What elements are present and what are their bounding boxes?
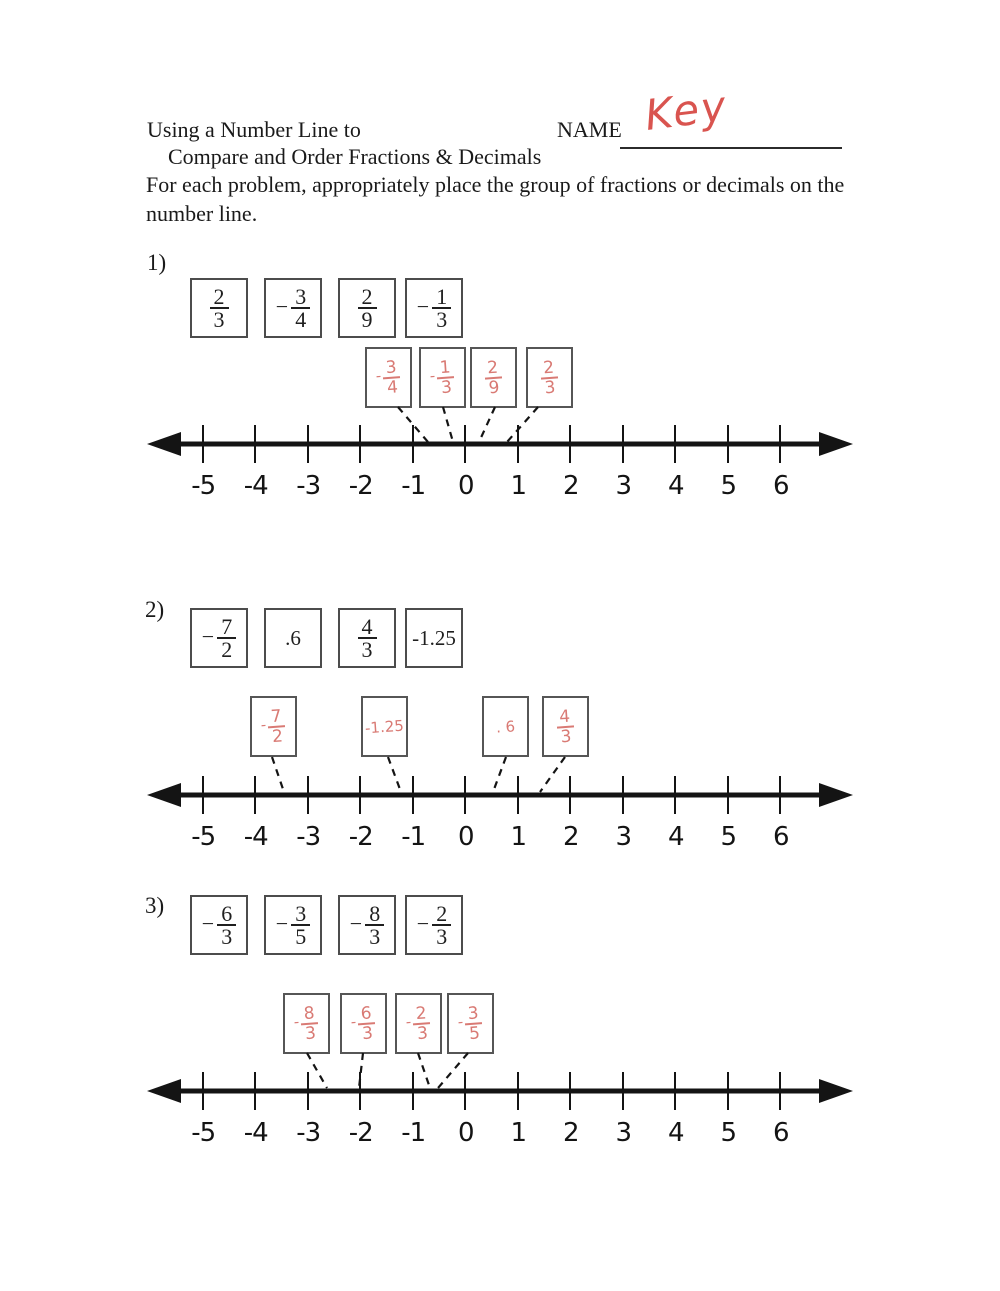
- fraction-numerator: 1: [432, 287, 451, 309]
- right-arrow-icon: [819, 783, 853, 807]
- p2-answer-box-3: [482, 696, 529, 757]
- fraction-denominator: 3: [304, 1022, 317, 1044]
- tick-label: 1: [510, 1118, 527, 1148]
- fraction: [291, 284, 310, 332]
- fraction-numerator: 6: [358, 1005, 376, 1025]
- instructions-text: For each problem, appropriately place the group of fractions or decimals on the number line.: [146, 172, 845, 226]
- tick-label: -4: [243, 471, 268, 501]
- handwritten-fraction: [375, 356, 402, 398]
- numberline-3: [147, 1072, 853, 1110]
- p3-fraction-tile-1: [190, 895, 248, 955]
- fraction-numerator: 3: [383, 359, 401, 379]
- p1-connector-4: [507, 407, 538, 442]
- p1-connector-1: [398, 407, 428, 442]
- tick-label: -1: [401, 822, 426, 852]
- p2-answer-box-4: [542, 696, 589, 757]
- tick-label: 1: [510, 822, 527, 852]
- tick-label: 0: [457, 1118, 474, 1148]
- tick-marks: [203, 1072, 780, 1110]
- handwritten-decimal: -1.25: [364, 716, 405, 737]
- numberline-1-labels: [177, 471, 807, 501]
- p3-answer-box-3: [395, 993, 442, 1054]
- fraction-denominator: 3: [560, 726, 573, 747]
- p3-answer-box-1: [283, 993, 330, 1054]
- tick-label: 0: [457, 471, 474, 501]
- tick-label: -2: [348, 471, 373, 501]
- fraction-sign: -: [375, 365, 383, 385]
- tick-label: 6: [772, 471, 789, 501]
- fraction-numerator: 4: [556, 708, 574, 728]
- p3-fraction-tile-3: [338, 895, 396, 955]
- fraction-numerator: 3: [465, 1005, 483, 1025]
- handwritten-name: Key: [642, 81, 731, 140]
- p2-fraction-tile-3: [338, 608, 396, 668]
- fraction-numerator: 2: [540, 359, 558, 379]
- fraction-sign: -: [293, 1011, 301, 1031]
- left-arrow-icon: [147, 783, 181, 807]
- p2-fraction-tile-1: [190, 608, 248, 668]
- p1-fraction-tile-2: [264, 278, 322, 338]
- problem-1-label: 1): [147, 250, 167, 275]
- tick-label: 3: [615, 822, 632, 852]
- fraction-numerator: 3: [291, 904, 310, 926]
- fraction-numerator: 8: [365, 904, 384, 926]
- fraction-sign: -: [405, 1011, 413, 1031]
- fraction-denominator: 2: [221, 637, 233, 662]
- tick-label: 4: [667, 1118, 684, 1148]
- p1-answer-box-1: [365, 347, 412, 408]
- p3-connector-1: [307, 1053, 327, 1088]
- worksheet-title-line2: Compare and Order Fractions & Decimals: [168, 144, 542, 169]
- fraction-denominator: 3: [221, 924, 233, 949]
- fraction-denominator: 3: [544, 377, 557, 398]
- tick-label: -2: [348, 822, 373, 852]
- p3-answer-box-4: [447, 993, 494, 1054]
- fraction: [210, 284, 229, 332]
- fraction-sign: −: [416, 294, 430, 319]
- p2-decimal-tile-4: [405, 608, 463, 668]
- numberline-1: [147, 425, 853, 463]
- numberline-2-labels: [177, 822, 807, 852]
- fraction-sign: -: [457, 1011, 465, 1031]
- fraction-denominator: 3: [361, 637, 373, 662]
- tick-label: -2: [348, 1118, 373, 1148]
- fraction-denominator: 5: [468, 1022, 481, 1044]
- name-underline: [620, 147, 842, 149]
- tick-label: -3: [296, 822, 321, 852]
- fraction-denominator: 3: [436, 924, 448, 949]
- decimal-value: .6: [285, 625, 301, 650]
- p1-fraction-tile-4: [405, 278, 463, 338]
- fraction: [365, 901, 384, 949]
- tick-label: 4: [667, 822, 684, 852]
- tick-label: 5: [720, 471, 737, 501]
- tick-label: -5: [191, 822, 216, 852]
- tick-label: -1: [401, 471, 426, 501]
- fraction-denominator: 9: [361, 307, 373, 332]
- fraction-numerator: 4: [358, 617, 377, 639]
- fraction-sign: -: [350, 1011, 358, 1031]
- numberline-2: [147, 776, 853, 814]
- p1-connector-2: [443, 407, 453, 442]
- handwritten-fraction: [556, 708, 575, 745]
- left-arrow-icon: [147, 1079, 181, 1103]
- left-arrow-icon: [147, 432, 181, 456]
- fraction-sign: −: [201, 911, 215, 936]
- fraction-sign: −: [416, 911, 430, 936]
- fraction: [291, 901, 310, 949]
- p1-answer-box-4: [526, 347, 573, 408]
- p3-connector-4: [438, 1053, 468, 1088]
- name-label: NAME: [557, 117, 622, 142]
- fraction: [217, 901, 236, 949]
- p3-connector-2: [359, 1053, 363, 1088]
- p1-fraction-tile-3: [338, 278, 396, 338]
- tick-label: -5: [191, 471, 216, 501]
- tick-label: -1: [401, 1118, 426, 1148]
- p2-connector-2: [388, 757, 401, 792]
- fraction-numerator: 3: [291, 287, 310, 309]
- fraction-sign: -: [260, 714, 268, 734]
- fraction-sign: -: [429, 365, 437, 385]
- p2-connector-3: [493, 757, 506, 792]
- fraction-numerator: 2: [210, 287, 229, 309]
- fraction-numerator: 6: [217, 904, 236, 926]
- fraction: [358, 614, 377, 662]
- tick-label: 2: [562, 471, 579, 501]
- problem-3-label: 3): [145, 893, 165, 918]
- tick-label: 6: [772, 822, 789, 852]
- fraction-sign: −: [275, 294, 289, 319]
- handwritten-fraction: [260, 705, 287, 747]
- problem-2-label: 2): [145, 597, 165, 622]
- fraction-denominator: 2: [271, 725, 284, 747]
- tick-label: 6: [772, 1118, 789, 1148]
- tick-label: -3: [296, 471, 321, 501]
- fraction-denominator: 3: [361, 1022, 374, 1044]
- fraction-sign: −: [201, 624, 215, 649]
- fraction-sign: −: [349, 911, 363, 936]
- tick-label: 2: [562, 822, 579, 852]
- fraction-denominator: 4: [386, 376, 399, 398]
- p1-answer-box-2: [419, 347, 466, 408]
- fraction-denominator: 3: [369, 924, 381, 949]
- tick-label: -4: [243, 822, 268, 852]
- fraction: [432, 284, 451, 332]
- fraction-numerator: 2: [484, 359, 502, 379]
- fraction-numerator: 7: [217, 617, 236, 639]
- tick-label: 2: [562, 1118, 579, 1148]
- tick-marks: [203, 425, 780, 463]
- tick-marks: [203, 776, 780, 814]
- p1-answer-box-3: [470, 347, 517, 408]
- p3-answer-box-2: [340, 993, 387, 1054]
- right-arrow-icon: [819, 432, 853, 456]
- tick-label: 3: [615, 471, 632, 501]
- fraction-denominator: 3: [213, 307, 225, 332]
- fraction-denominator: 3: [440, 376, 453, 398]
- tick-label: 1: [510, 471, 527, 501]
- handwritten-fraction: [405, 1002, 432, 1044]
- right-arrow-icon: [819, 1079, 853, 1103]
- p1-fraction-tile-1: [190, 278, 248, 338]
- worksheet-title-line1: Using a Number Line to: [147, 117, 361, 142]
- fraction-denominator: 5: [295, 924, 307, 949]
- fraction-numerator: 1: [437, 359, 455, 379]
- tick-label: 5: [720, 822, 737, 852]
- fraction-numerator: 2: [432, 904, 451, 926]
- p3-fraction-tile-4: [405, 895, 463, 955]
- fraction-numerator: 2: [358, 287, 377, 309]
- p2-answer-box-1: [250, 696, 297, 757]
- decimal-value: -1.25: [412, 625, 456, 650]
- p3-fraction-tile-2: [264, 895, 322, 955]
- fraction-denominator: 3: [436, 307, 448, 332]
- handwritten-fraction: [293, 1002, 320, 1044]
- numberline-3-labels: [177, 1118, 807, 1148]
- fraction-numerator: 8: [301, 1005, 319, 1025]
- fraction: [217, 614, 236, 662]
- handwritten-fraction: [540, 359, 559, 396]
- tick-label: 0: [457, 822, 474, 852]
- tick-label: 5: [720, 1118, 737, 1148]
- fraction-denominator: 4: [295, 307, 307, 332]
- p2-answer-box-2: [361, 696, 408, 757]
- handwritten-fraction: [350, 1002, 377, 1044]
- tick-label: 3: [615, 1118, 632, 1148]
- tick-label: -3: [296, 1118, 321, 1148]
- tick-label: -4: [243, 1118, 268, 1148]
- handwritten-fraction: [429, 356, 456, 398]
- tick-label: -5: [191, 1118, 216, 1148]
- p2-connector-1: [272, 757, 284, 792]
- fraction-denominator: 9: [488, 377, 501, 398]
- handwritten-fraction: [457, 1002, 484, 1044]
- fraction-denominator: 3: [416, 1022, 429, 1044]
- handwritten-fraction: [484, 359, 503, 396]
- fraction: [358, 284, 377, 332]
- p2-connector-4: [540, 757, 565, 792]
- fraction-numerator: 7: [268, 708, 286, 728]
- fraction-sign: −: [275, 911, 289, 936]
- fraction: [432, 901, 451, 949]
- tick-label: 4: [667, 471, 684, 501]
- fraction-numerator: 2: [413, 1005, 431, 1025]
- p2-decimal-tile-2: [264, 608, 322, 668]
- handwritten-decimal: . 6: [495, 716, 516, 737]
- p1-connector-3: [479, 407, 495, 442]
- p3-connector-3: [418, 1053, 430, 1088]
